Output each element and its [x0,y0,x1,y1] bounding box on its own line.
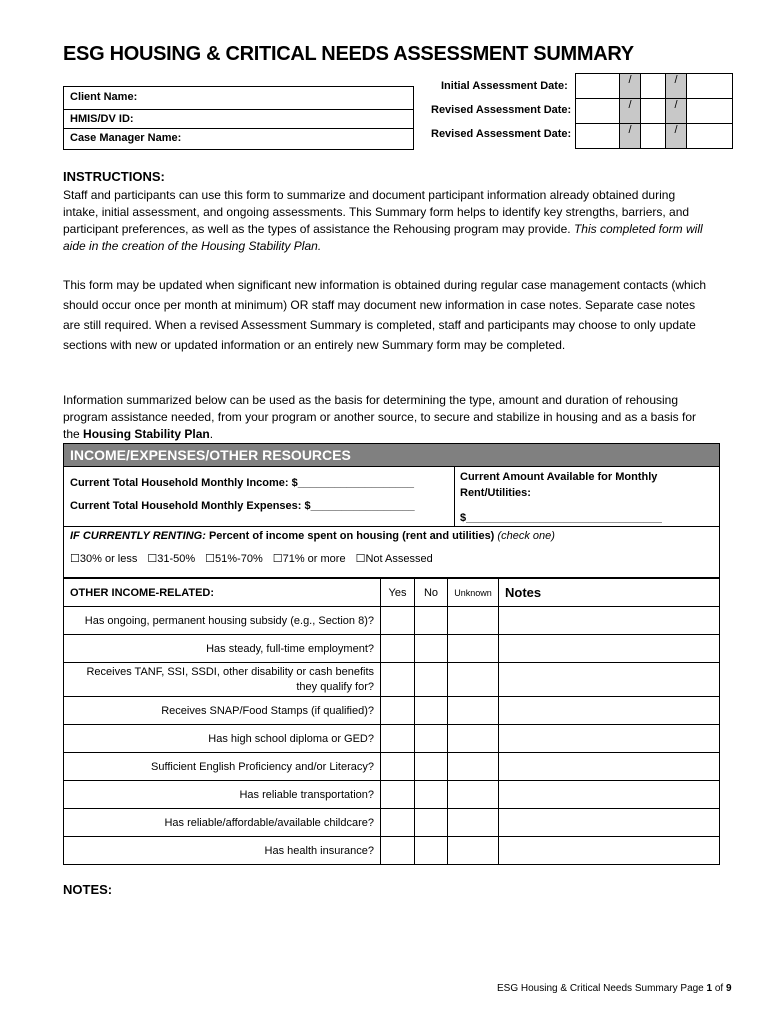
renting-question [70,530,555,542]
question-cell: Sufficient English Proficiency and/or Literacy? [64,753,381,781]
available-rent-field[interactable]: $________________________________ [460,512,662,524]
notes-cell[interactable] [499,697,720,725]
footer-text: ESG Housing & Critical Needs Summary Page [497,983,704,994]
notes-cell[interactable] [499,837,720,865]
initial-date-row [576,74,733,99]
question-cell: Has reliable transportation? [64,781,381,809]
slash: / [674,74,678,86]
slash: / [628,99,632,111]
table-row [64,607,720,635]
revised-date-row-1 [576,99,733,124]
yes-cell[interactable] [381,607,415,635]
checkbox-icon[interactable]: ☐ [70,553,80,565]
unknown-cell[interactable] [448,837,499,865]
unknown-cell[interactable] [448,753,499,781]
date-separator [620,74,641,99]
renting-options [70,552,433,565]
unknown-cell[interactable] [448,697,499,725]
question-cell: Has health insurance? [64,837,381,865]
question-cell: Has high school diploma or GED? [64,725,381,753]
date-cell[interactable] [576,124,620,149]
table-header-row [64,579,720,607]
instructions-paragraph-2: This form may be updated when significant new information is obtained during regular case management contacts (which should occur once per month at minimum) OR staff may document new information in case notes. Separate case notes are still required. When a revised Assessment Summary is completed, staff and participants may choose to only update sections with new or updated information or an entirely new Summary form may be completed. [63,278,707,352]
date-cell[interactable] [687,124,733,149]
no-cell[interactable] [415,635,448,663]
yes-cell[interactable] [381,697,415,725]
unknown-cell[interactable] [448,725,499,753]
question-cell: Receives TANF, SSI, SSDI, other disability or cash benefits they qualify for? [64,663,381,697]
monthly-income-field[interactable]: Current Total Household Monthly Income: $___________________ [70,477,414,489]
revised-date-label-2: Revised Assessment Date: [431,128,572,140]
checkbox-icon[interactable]: ☐ [355,553,366,565]
option-71-or-more[interactable] [273,552,346,565]
yes-cell[interactable] [381,781,415,809]
other-income-header: OTHER INCOME-RELATED: [64,579,381,607]
table-row [64,781,720,809]
divider [64,526,719,527]
option-not-assessed[interactable] [356,552,433,565]
date-separator [620,124,641,149]
page-title: ESG HOUSING & CRITICAL NEEDS ASSESSMENT SUMMARY [63,43,634,65]
option-31-50[interactable] [147,552,195,565]
question-cell: Has ongoing, permanent housing subsidy (e.g., Section 8)? [64,607,381,635]
housing-stability-plan-text: Housing Stability Plan [83,427,210,441]
yes-cell[interactable] [381,809,415,837]
no-cell[interactable] [415,697,448,725]
slash: / [674,99,678,111]
yes-cell[interactable] [381,663,415,697]
no-cell[interactable] [415,809,448,837]
table-row [64,725,720,753]
question-cell: Has steady, full-time employment? [64,635,381,663]
question-cell: Receives SNAP/Food Stamps (if qualified)? [64,697,381,725]
page-number: 1 [706,983,713,994]
instructions-paragraph-1 [63,187,713,255]
id-case-manager-box [63,109,414,150]
case-manager-field[interactable] [64,129,413,149]
date-cell[interactable] [641,74,666,99]
date-cell[interactable] [576,74,620,99]
date-cell[interactable] [641,99,666,124]
slash: / [628,74,632,86]
unknown-cell[interactable] [448,635,499,663]
date-separator [620,99,641,124]
client-name-field[interactable] [63,86,414,110]
col-unknown: Unknown [448,579,499,607]
slash: / [674,124,678,136]
no-cell[interactable] [415,753,448,781]
revised-date-label-1: Revised Assessment Date: [431,104,572,116]
no-cell[interactable] [415,607,448,635]
no-cell[interactable] [415,725,448,753]
other-income-table [63,578,720,865]
option-51-70[interactable] [205,552,263,565]
notes-cell[interactable] [499,635,720,663]
col-no: No [415,579,448,607]
checkbox-icon[interactable]: ☐ [147,553,158,565]
col-yes: Yes [381,579,415,607]
date-cell[interactable] [687,99,733,124]
yes-cell[interactable] [381,753,415,781]
check-one-hint: (check one) [497,530,555,542]
yes-cell[interactable] [381,837,415,865]
table-row [64,663,720,697]
option-label: 30% or less [79,553,138,565]
unknown-cell[interactable] [448,781,499,809]
table-row [64,697,720,725]
notes-cell[interactable] [499,607,720,635]
option-label: 71% or more [282,553,346,565]
option-label: 51%-70% [215,553,263,565]
total-pages: 9 [726,983,732,994]
notes-cell[interactable] [499,663,720,697]
client-name-label: Client Name: [70,91,138,103]
income-section [63,443,720,578]
unknown-cell[interactable] [448,607,499,635]
option-label: Not Assessed [365,553,433,565]
footer-of: of [714,983,724,994]
date-separator [666,124,687,149]
question-cell: Has reliable/affordable/available childcare? [64,809,381,837]
no-cell[interactable] [415,663,448,697]
checkbox-icon[interactable]: ☐ [205,553,216,565]
option-label: 31-50% [157,553,196,565]
notes-cell[interactable] [499,753,720,781]
date-cell[interactable] [687,74,733,99]
date-separator [666,74,687,99]
checkbox-icon[interactable]: ☐ [272,553,283,565]
instructions-p1-italic: This completed form will aide in the creation of the Housing Stability Plan. [63,222,703,253]
period: . [209,427,214,441]
instructions-paragraph-3 [63,392,713,443]
notes-cell[interactable] [499,725,720,753]
dates-grid [575,73,733,149]
instructions-p3-text: Information summarized below can be used as the basis for determining the type, amount and duration of rehousing program assistance needed, from your program or another source, to secure and stabilize in housing and as a basis for the [63,393,697,441]
yes-cell[interactable] [381,635,415,663]
slash: / [628,124,632,136]
unknown-cell[interactable] [448,663,499,697]
table-row [64,809,720,837]
divider [454,467,455,527]
instructions-heading: INSTRUCTIONS: [63,169,165,184]
renting-bold: Percent of income spent on housing (rent and utilities) [208,530,495,542]
table-row [64,753,720,781]
col-notes: Notes [499,579,720,607]
notes-label: NOTES: [63,882,113,897]
notes-cell[interactable] [499,809,720,837]
table-row [64,635,720,663]
instructions-p1-text: Staff and participants can use this form to summarize and document participant information already obtained during intake, initial assessment, and ongoing assessments. This Summary form helps to identify key strengths, barriers, and participant preferences, as well as the types of assistance the Rehousing program may provide. [63,188,690,236]
income-section-header: INCOME/EXPENSES/OTHER RESOURCES [64,444,719,467]
unknown-cell[interactable] [448,809,499,837]
notes-cell[interactable] [499,781,720,809]
renting-italic: IF CURRENTLY RENTING: [70,530,206,542]
date-cell[interactable] [576,99,620,124]
hmis-id-label: HMIS/DV ID: [70,113,134,125]
available-rent-label: Current Amount Available for Monthly Rent/Utilities: [460,471,658,499]
date-separator [666,99,687,124]
no-cell[interactable] [415,781,448,809]
option-30-or-less[interactable] [70,552,137,565]
page-footer [497,983,732,994]
yes-cell[interactable] [381,725,415,753]
initial-date-label: Initial Assessment Date: [441,80,568,92]
hmis-id-field[interactable] [64,110,413,129]
table-row [64,837,720,865]
no-cell[interactable] [415,837,448,865]
date-cell[interactable] [641,124,666,149]
revised-date-row-2 [576,124,733,149]
monthly-expenses-field[interactable]: Current Total Household Monthly Expenses: $_________________ [70,500,415,512]
case-manager-label: Case Manager Name: [70,132,182,144]
